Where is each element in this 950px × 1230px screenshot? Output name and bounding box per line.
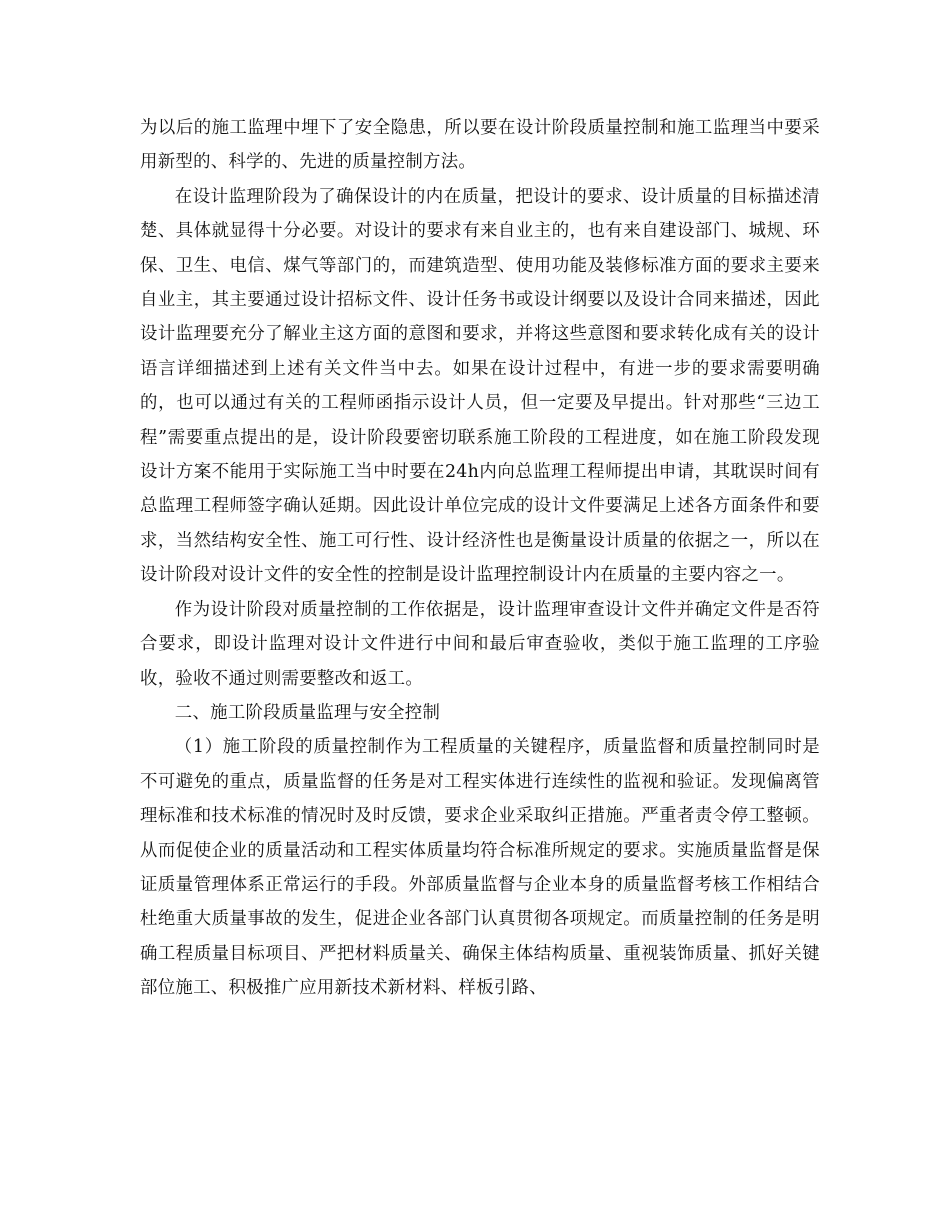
paragraph-construction-quality-control: （1）施工阶段的质量控制作为工程质量的关键程序，质量监督和质量控制同时是不可避免的重点，质量监督的任务是对工程实体进行连续性的监视和验证。发现偏离管理标准和技术标准的情况时及时反馈，要求企业采取纠正措施。严重者责令停工整顿。从而促使企业的质量活动和工程实体质量均符合标准所规定的要求。实施质量监督是保证质量管理体系正常运行的手段。外部质量监督与企业本身的质量监督考核工作相结合杜绝重大质量事故的发生，促进企业各部门认真贯彻各项规定。而质量控制的任务是明确工程质量目标项目、严把材料质量关、确保主体结构质量、重视装饰质量、抓好关键部位施工、积极推广应用新技术新材料、样板引路、 xyxy=(140,737,820,999)
section-heading-construction-stage: 二、施工阶段质量监理与安全控制 xyxy=(174,702,441,723)
document-body xyxy=(140,111,820,1006)
paragraph-design-review-basis: 作为设计阶段对质量控制的工作依据是，设计监理审查设计文件并确定文件是否符合要求，即设计监理对设计文件进行中间和最后审查验收，类似于施工监理的工序验收，验收不通过则需要整改和返工。 xyxy=(140,599,820,689)
paragraph-design-requirements: 在设计监理阶段为了确保设计的内在质量，把设计的要求、设计质量的目标描述清楚、具体就显得十分必要。对设计的要求有来自业主的，也有来自建设部门、城规、环保、卫生、电信、煤气等部门的，而建筑造型、使用功能及装修标准方面的要求主要来自业主，其主要通过设计招标文件、设计任务书或设计纲要以及设计合同来描述，因此设计监理要充分了解业主这方面的意图和要求，并将这些意图和要求转化成有关的设计语言详细描述到上述有关文件当中去。如果在设计过程中，有进一步的要求需要明确的，也可以通过有关的工程师函指示设计人员，但一定要及早提出。针对那些“三边工程”需要重点提出的是，设计阶段要密切联系施工阶段的工程进度，如在施工阶段发现设计方案不能用于实际施工当中时要在24h内向总监理工程师提出申请，其耽误时间有总监理工程师签字确认延期。因此设计单位完成的设计文件要满足上述各方面条件和要求，当然结构安全性、施工可行性、设计经济性也是衡量设计质量的依据之一，所以在设计阶段对设计文件的安全性的控制是设计监理控制设计内在质量的主要内容之一。 xyxy=(140,186,820,586)
paragraph-continuation: 为以后的施工监理中埋下了安全隐患，所以要在设计阶段质量控制和施工监理当中要采用新型的、科学的、先进的质量控制方法。 xyxy=(140,118,820,173)
